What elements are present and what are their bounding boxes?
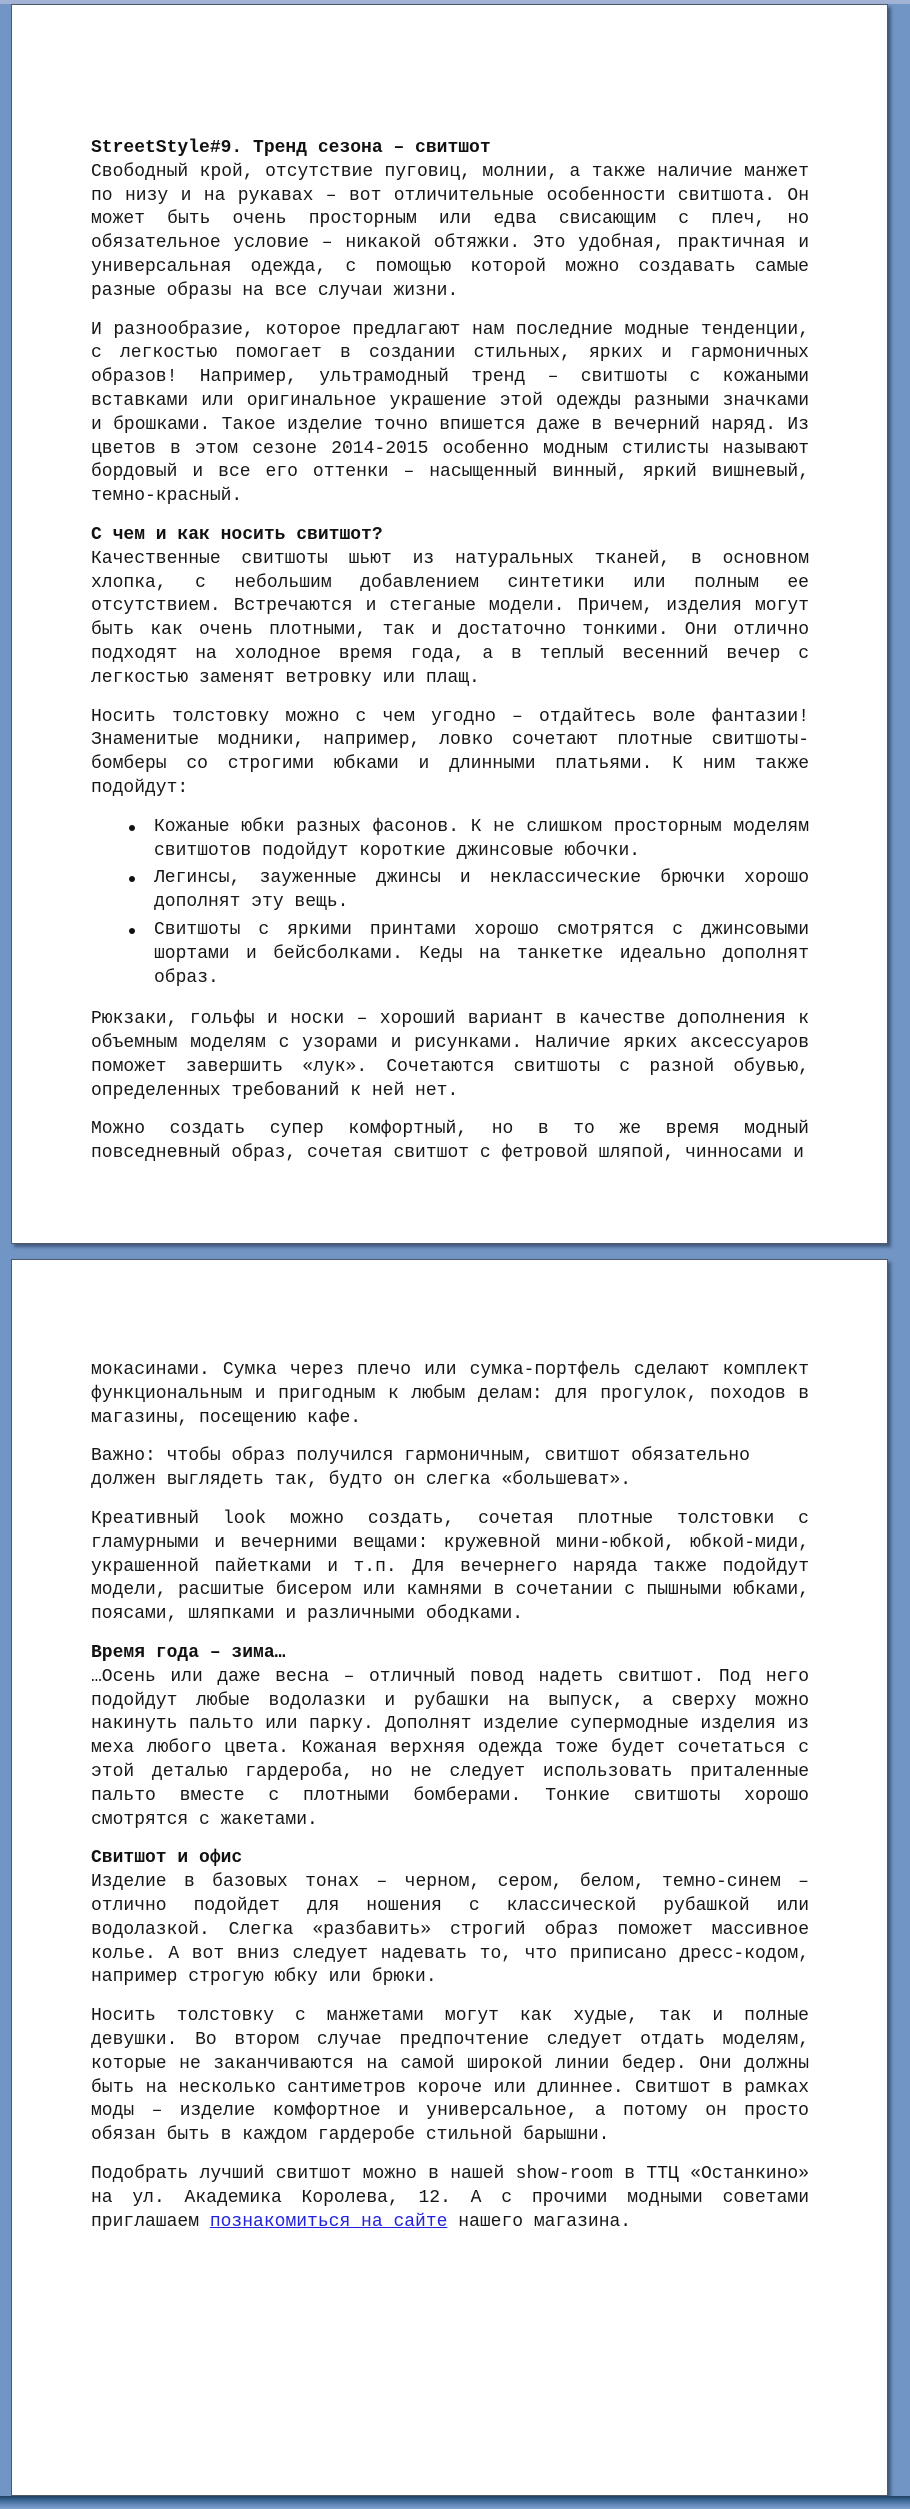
heading-how-to-wear: С чем и как носить свитшот? [91, 524, 383, 545]
paragraph-intro: Свободный крой, отсутствие пуговиц, молнии, а также наличие манжет по низу и на рукавах – вот отличительные особенности свитшота. Он может быть очень просторным или едва свисающим с плеч, но обязательное условие – никакой обтяжки. Это удобная, практичная и универсальная одежда, с помощью которой можно создавать самые разные образы на все случаи жизни. [91, 161, 809, 301]
heading-office: Свитшот и офис [91, 1848, 243, 1869]
paragraph-variety: И разнообразие, которое предлагают нам последние модные тенденции, с легкостью помогает в создании стильных, ярких и гармоничных образов! Например, ультрамодный тренд – свитшоты с кожаными вставками или оригинальное украшение этой одежды разными значками и брошками. Такое изделие точно впишется даже в вечерний наряд. Из цветов в этом сезоне 2014-2015 особенно модным стилисты называют бордовый и все его оттенки – насыщенный винный, яркий вишневый, темно-красный. [91, 319, 809, 507]
page-2-content [12, 1260, 887, 2234]
bullet-list [91, 816, 809, 991]
paragraph-accessories: Рюкзаки, гольфы и носки – хороший вариант в качестве дополнения к объемным моделям с узорами и рисунками. Наличие ярких аксессуаров поможет завершить «лук». Сочетаются свитшоты с разной обувью, определенных требований к ней нет. [91, 1009, 809, 1101]
showroom-text-after-link: нашего магазина. [447, 2211, 632, 2232]
paragraph-comfort-start: Можно создать супер комфортный, но в то же время модный повседневный образ, сочетая свитшот с фетровой шляпой, чинносами и [91, 1119, 809, 1164]
paragraph-combine: Носить толстовку можно с чем угодно – отдайтесь воле фантазии! Знаменитые модники, например, ловко сочетают плотные свитшоты-бомберы со строгими юбками и длинными платьями. К ним также подойдут: [91, 706, 809, 798]
heading-season-winter: Время года – зима… [91, 1642, 286, 1663]
paragraph-creative: Креативный look можно создать, сочетая плотные толстовки с гламурными и вечерними вещами: кружевной мини-юбкой, юбкой-миди, украшенной пайетками и т.п. Для вечернего наряда также подойдут модели, расшитые бисером или камнями в сочетании с пышными юбками, поясами, шляпками и различными ободками. [91, 1508, 809, 1625]
bullet-item-skirts: Кожаные юбки разных фасонов. К не слишком просторным моделям свитшотов подойдут короткие джинсовые юбочки. [154, 816, 809, 864]
bullet-item-prints: Свитшоты с яркими принтами хорошо смотрятся с джинсовыми шортами и бейсболками. Кеды на танкетке идеально дополнят образ. [154, 919, 809, 990]
paragraph-autumn: …Осень или даже весна – отличный повод надеть свитшот. Под него подойдут любые водолазки и рубашки на выпуск, а сверху можно накинуть пальто или парку. Дополнят изделие супермодные изделия из меха любого цвета. Кожаная верхняя одежда тоже будет сочетаться с этой деталью гардероба, но не следует использовать приталенные пальто вместе с плотными бомберами. Тонкие свитшоты хорошо смотрятся с жакетами. [91, 1666, 809, 1830]
document-title: StreetStyle#9. Тренд сезона – свитшот [91, 138, 491, 158]
page-2 [11, 1259, 888, 2496]
paragraph-important: Важно: чтобы образ получился гармоничным, свитшот обязательно должен выглядеть так, будто он слегка «большеват». [91, 1446, 750, 1491]
paragraph-showroom [91, 2163, 809, 2234]
paragraph-fit: Носить толстовку с манжетами могут как худые, так и полные девушки. Во втором случае предпочтение следует отдать моделям, которые не заканчиваются на самой широкой линии бедер. Они должны быть на несколько сантиметров короче или длиннее. Свитшот в рамках моды – изделие комфортное и универсальное, а потому он просто обязан быть в каждом гардеробе стильной барышни. [91, 2006, 809, 2146]
paragraph-comfort-continued: мокасинами. Сумка через плечо или сумка-портфель сделают комплект функциональным и пригодным к любым делам: для прогулок, походов в магазины, посещению кафе. [91, 1360, 809, 1428]
site-link[interactable]: познакомиться на сайте [209, 2211, 448, 2232]
paragraph-fabric: Качественные свитшоты шьют из натуральных тканей, в основном хлопка, с небольшим добавлением синтетики или полным ее отсутствием. Встречаются и стеганые модели. Причем, изделия могут быть как очень плотными, так и достаточно тонкими. Они отлично подходят на холодное время года, а в теплый весенний вечер с легкостью заменят ветровку или плащ. [91, 548, 809, 688]
paragraph-office: Изделие в базовых тонах – черном, сером, белом, темно-синем – отлично подойдет для ношения с классической рубашкой или водолазкой. Слегка «разбавить» строгий образ поможет массивное колье. А вот вниз следует надевать то, что приписано дресс-кодом, например строгую юбку или брюки. [91, 1872, 809, 1988]
showroom-text-before-link: Подобрать лучший свитшот можно в нашей show-room в ТТЦ «Останкино» на ул. Академика Королева, 12. А с прочими модными советами приглашаем [91, 2163, 809, 2232]
window-bottom-edge [0, 2496, 910, 2509]
page-1-content [12, 5, 887, 1166]
bullet-item-leggings: Легинсы, зауженные джинсы и неклассические брючки хорошо дополнят эту вещь. [154, 867, 809, 915]
page-1 [11, 4, 888, 1244]
